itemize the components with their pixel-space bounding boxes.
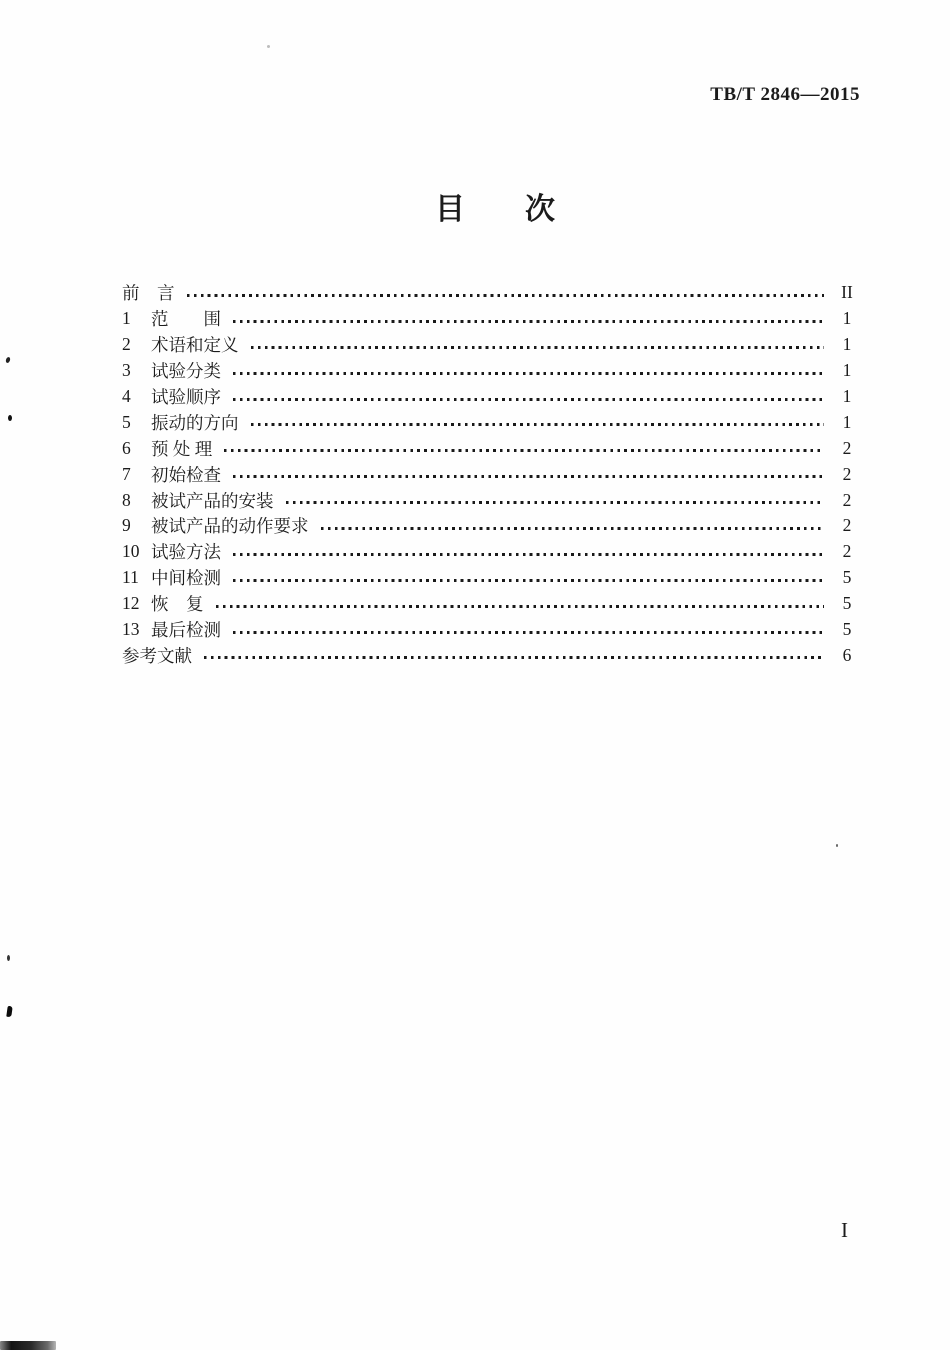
toc-entry-number: 13: [122, 619, 140, 640]
toc-entry: [122, 461, 862, 487]
dot-leader: [233, 553, 824, 556]
dot-leader: [216, 605, 825, 608]
scan-speck: [5, 356, 11, 363]
toc-entry-label: 预 处 理: [151, 438, 213, 459]
scan-speck: [6, 1006, 12, 1018]
dot-leader: [233, 579, 824, 582]
dot-leader: [233, 320, 824, 323]
toc-entry: [122, 539, 862, 565]
dot-leader: [224, 449, 824, 452]
scan-speck: [836, 844, 838, 847]
toc-entry-page: 6: [842, 644, 852, 665]
dot-leader: [233, 398, 824, 401]
toc-entry-number: 8: [122, 489, 131, 510]
table-of-contents: [122, 280, 862, 668]
scan-speck: [7, 955, 10, 961]
toc-entry-label: 试验顺序: [151, 387, 221, 407]
toc-entry-page: 2: [842, 489, 852, 510]
dot-leader: [233, 372, 824, 375]
toc-entry-page: 1: [842, 308, 852, 329]
toc-entry-number: 12: [122, 593, 140, 614]
toc-entry: [122, 487, 862, 513]
toc-entry: [122, 384, 862, 410]
toc-entry-page: 2: [842, 437, 852, 458]
scan-speck: [8, 415, 12, 421]
toc-entry-page: 5: [842, 619, 852, 640]
toc-entry-page: 1: [842, 386, 852, 406]
dot-leader: [251, 423, 825, 426]
scan-edge-smudge: [0, 1341, 56, 1350]
toc-entry-number: 5: [122, 411, 131, 432]
standard-code: TB/T 2846—2015: [710, 84, 860, 105]
toc-entry-label: 初始检查: [151, 464, 221, 485]
toc-entry-number: 6: [122, 437, 131, 458]
toc-entry-number: 2: [122, 334, 131, 355]
toc-entry-label: 恢 复: [151, 594, 204, 615]
toc-entry-label: 试验方法: [151, 542, 221, 563]
toc-entry: [122, 280, 862, 306]
toc-entry: [122, 358, 862, 384]
toc-entry: [122, 617, 862, 643]
toc-entry-label: 参考文献: [122, 645, 192, 666]
toc-entry-page: 5: [842, 593, 852, 614]
toc-entry-page: II: [841, 282, 853, 303]
dot-leader: [233, 631, 824, 634]
dot-leader: [233, 475, 824, 478]
toc-entry-label: 范 围: [151, 309, 221, 330]
toc-entry-label: 最后检测: [151, 620, 221, 641]
toc-entry: [122, 409, 862, 435]
scan-speck: [267, 45, 270, 48]
toc-entry: [122, 332, 862, 358]
toc-entry-number: 9: [122, 515, 131, 536]
toc-entry-number: 10: [122, 541, 140, 562]
toc-entry-number: 3: [122, 360, 131, 381]
toc-entry-page: 2: [842, 463, 852, 484]
dot-leader: [251, 346, 825, 349]
page-title: 目 次: [435, 193, 555, 226]
toc-entry-number: 7: [122, 463, 131, 484]
toc-entry-page: 1: [842, 360, 852, 381]
dot-leader: [286, 501, 825, 504]
toc-entry-number: 11: [122, 567, 139, 588]
toc-entry-label: 术语和定义: [151, 335, 239, 356]
toc-entry-number: 1: [122, 308, 131, 329]
toc-entry-label: 被试产品的安装: [151, 490, 274, 511]
toc-entry-number: 4: [122, 386, 131, 406]
dot-leader: [204, 656, 824, 659]
footer-page-number: I: [841, 1218, 848, 1242]
toc-entry: [122, 591, 862, 617]
toc-entry-page: 2: [842, 515, 852, 536]
toc-entry-page: 5: [842, 567, 852, 588]
toc-entry-label: 振动的方向: [151, 412, 239, 433]
toc-entry-page: 2: [842, 541, 852, 562]
toc-entry-label: 试验分类: [151, 361, 221, 382]
toc-entry-page: 1: [842, 334, 852, 355]
toc-entry-label: 前 言: [122, 283, 175, 304]
toc-entry: [122, 435, 862, 461]
toc-entry: [122, 513, 862, 539]
toc-entry: [122, 642, 862, 668]
dot-leader: [321, 527, 825, 530]
toc-entry: [122, 306, 862, 332]
toc-entry: [122, 565, 862, 591]
toc-entry-page: 1: [842, 411, 852, 432]
dot-leader: [187, 294, 825, 297]
toc-entry-label: 中间检测: [151, 568, 221, 589]
toc-entry-label: 被试产品的动作要求: [151, 516, 309, 537]
